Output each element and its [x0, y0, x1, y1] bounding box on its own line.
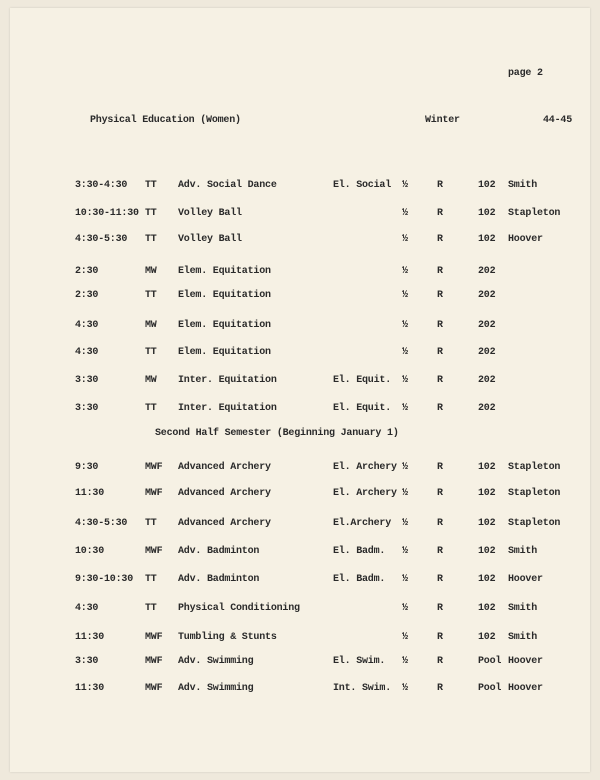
grade-type-cell: R [437, 546, 443, 557]
instructor-cell: Hoover [508, 234, 543, 245]
instructor-cell: Smith [508, 603, 538, 614]
schedule-row [0, 180, 600, 194]
room-cell: 102 [478, 603, 496, 614]
grade-type-cell: R [437, 632, 443, 643]
time-cell: 2:30 [75, 266, 99, 277]
instructor-cell: Stapleton [508, 208, 561, 219]
credit-cell: ½ [402, 347, 408, 358]
course-name-cell: Advanced Archery [178, 462, 271, 473]
instructor-cell: Stapleton [508, 518, 561, 529]
course-name-cell: Elem. Equitation [178, 290, 271, 301]
instructor-cell: Hoover [508, 656, 543, 667]
grade-type-cell: R [437, 603, 443, 614]
credit-cell: ½ [402, 208, 408, 219]
room-cell: 102 [478, 208, 496, 219]
schedule-row [0, 290, 600, 304]
room-cell: 102 [478, 574, 496, 585]
room-cell: 102 [478, 180, 496, 191]
room-cell: 102 [478, 234, 496, 245]
time-cell: 4:30-5:30 [75, 234, 128, 245]
days-cell: TT [145, 403, 157, 414]
days-cell: TT [145, 290, 157, 301]
credit-cell: ½ [402, 683, 408, 694]
department-title: Physical Education (Women) [90, 115, 241, 126]
course-name-cell: Adv. Swimming [178, 683, 254, 694]
schedule-row [0, 683, 600, 697]
instructor-cell: Smith [508, 180, 538, 191]
course-name-cell: Volley Ball [178, 234, 242, 245]
course-name-cell: Advanced Archery [178, 488, 271, 499]
schedule-row [0, 234, 600, 248]
instructor-cell: Smith [508, 546, 538, 557]
days-cell: MWF [145, 462, 163, 473]
room-cell: 202 [478, 290, 496, 301]
instructor-cell: Stapleton [508, 462, 561, 473]
credit-cell: ½ [402, 656, 408, 667]
page-number: page 2 [508, 68, 543, 79]
grade-type-cell: R [437, 266, 443, 277]
prerequisite-cell: El.Archery [333, 518, 392, 529]
grade-type-cell: R [437, 375, 443, 386]
schedule-row [0, 375, 600, 389]
credit-cell: ½ [402, 546, 408, 557]
instructor-cell: Hoover [508, 683, 543, 694]
time-cell: 3:30 [75, 375, 99, 386]
credit-cell: ½ [402, 632, 408, 643]
grade-type-cell: R [437, 462, 443, 473]
grade-type-cell: R [437, 403, 443, 414]
days-cell: TT [145, 180, 157, 191]
schedule-row [0, 546, 600, 560]
time-cell: 9:30 [75, 462, 99, 473]
grade-type-cell: R [437, 290, 443, 301]
prerequisite-cell: Int. Swim. [333, 683, 392, 694]
section-heading: Second Half Semester (Beginning January 1) [155, 428, 399, 439]
room-cell: Pool [478, 656, 502, 667]
credit-cell: ½ [402, 488, 408, 499]
time-cell: 11:30 [75, 683, 105, 694]
course-name-cell: Advanced Archery [178, 518, 271, 529]
days-cell: MW [145, 375, 157, 386]
course-name-cell: Adv. Badminton [178, 546, 260, 557]
time-cell: 10:30-11:30 [75, 208, 139, 219]
grade-type-cell: R [437, 320, 443, 331]
credit-cell: ½ [402, 375, 408, 386]
credit-cell: ½ [402, 603, 408, 614]
credit-cell: ½ [402, 403, 408, 414]
grade-type-cell: R [437, 656, 443, 667]
course-name-cell: Elem. Equitation [178, 320, 271, 331]
prerequisite-cell: El. Swim. [333, 656, 386, 667]
days-cell: MWF [145, 546, 163, 557]
course-name-cell: Elem. Equitation [178, 347, 271, 358]
days-cell: MWF [145, 656, 163, 667]
room-cell: 202 [478, 403, 496, 414]
room-cell: 202 [478, 320, 496, 331]
schedule-row [0, 320, 600, 334]
schedule-row [0, 462, 600, 476]
prerequisite-cell: El. Social [333, 180, 392, 191]
room-cell: 202 [478, 266, 496, 277]
course-name-cell: Adv. Social Dance [178, 180, 277, 191]
prerequisite-cell: El. Badm. [333, 574, 386, 585]
schedule-row [0, 208, 600, 222]
course-name-cell: Volley Ball [178, 208, 242, 219]
credit-cell: ½ [402, 574, 408, 585]
credit-cell: ½ [402, 234, 408, 245]
credit-cell: ½ [402, 266, 408, 277]
days-cell: MW [145, 320, 157, 331]
time-cell: 11:30 [75, 488, 105, 499]
course-name-cell: Tumbling & Stunts [178, 632, 277, 643]
schedule-row [0, 656, 600, 670]
grade-type-cell: R [437, 574, 443, 585]
instructor-cell: Hoover [508, 574, 543, 585]
course-name-cell: Elem. Equitation [178, 266, 271, 277]
grade-type-cell: R [437, 518, 443, 529]
prerequisite-cell: El. Badm. [333, 546, 386, 557]
time-cell: 3:30 [75, 656, 99, 667]
credit-cell: ½ [402, 462, 408, 473]
room-cell: 202 [478, 375, 496, 386]
term-label: Winter [425, 115, 460, 126]
time-cell: 2:30 [75, 290, 99, 301]
days-cell: TT [145, 234, 157, 245]
prerequisite-cell: El. Archery [333, 488, 397, 499]
time-cell: 11:30 [75, 632, 105, 643]
room-cell: 202 [478, 347, 496, 358]
grade-type-cell: R [437, 234, 443, 245]
days-cell: MWF [145, 488, 163, 499]
course-name-cell: Physical Conditioning [178, 603, 300, 614]
credit-cell: ½ [402, 518, 408, 529]
course-name-cell: Adv. Swimming [178, 656, 254, 667]
room-cell: 102 [478, 488, 496, 499]
days-cell: MWF [145, 632, 163, 643]
time-cell: 3:30-4:30 [75, 180, 128, 191]
room-cell: 102 [478, 518, 496, 529]
schedule-row [0, 347, 600, 361]
grade-type-cell: R [437, 683, 443, 694]
schedule-row [0, 403, 600, 417]
grade-type-cell: R [437, 208, 443, 219]
room-cell: Pool [478, 683, 502, 694]
days-cell: TT [145, 208, 157, 219]
year-label: 44-45 [543, 115, 573, 126]
room-cell: 102 [478, 632, 496, 643]
time-cell: 9:30-10:30 [75, 574, 134, 585]
schedule-row [0, 603, 600, 617]
time-cell: 10:30 [75, 546, 105, 557]
days-cell: TT [145, 347, 157, 358]
grade-type-cell: R [437, 347, 443, 358]
time-cell: 4:30 [75, 347, 99, 358]
time-cell: 4:30 [75, 603, 99, 614]
days-cell: TT [145, 603, 157, 614]
credit-cell: ½ [402, 290, 408, 301]
credit-cell: ½ [402, 320, 408, 331]
schedule-row [0, 488, 600, 502]
schedule-row [0, 266, 600, 280]
time-cell: 3:30 [75, 403, 99, 414]
prerequisite-cell: El. Archery [333, 462, 397, 473]
days-cell: TT [145, 518, 157, 529]
time-cell: 4:30 [75, 320, 99, 331]
grade-type-cell: R [437, 488, 443, 499]
days-cell: TT [145, 574, 157, 585]
time-cell: 4:30-5:30 [75, 518, 128, 529]
instructor-cell: Stapleton [508, 488, 561, 499]
days-cell: MWF [145, 683, 163, 694]
schedule-row [0, 574, 600, 588]
schedule-row [0, 632, 600, 646]
instructor-cell: Smith [508, 632, 538, 643]
credit-cell: ½ [402, 180, 408, 191]
prerequisite-cell: El. Equit. [333, 375, 392, 386]
room-cell: 102 [478, 546, 496, 557]
course-name-cell: Adv. Badminton [178, 574, 260, 585]
grade-type-cell: R [437, 180, 443, 191]
schedule-row [0, 518, 600, 532]
days-cell: MW [145, 266, 157, 277]
course-name-cell: Inter. Equitation [178, 403, 277, 414]
prerequisite-cell: El. Equit. [333, 403, 392, 414]
room-cell: 102 [478, 462, 496, 473]
course-name-cell: Inter. Equitation [178, 375, 277, 386]
